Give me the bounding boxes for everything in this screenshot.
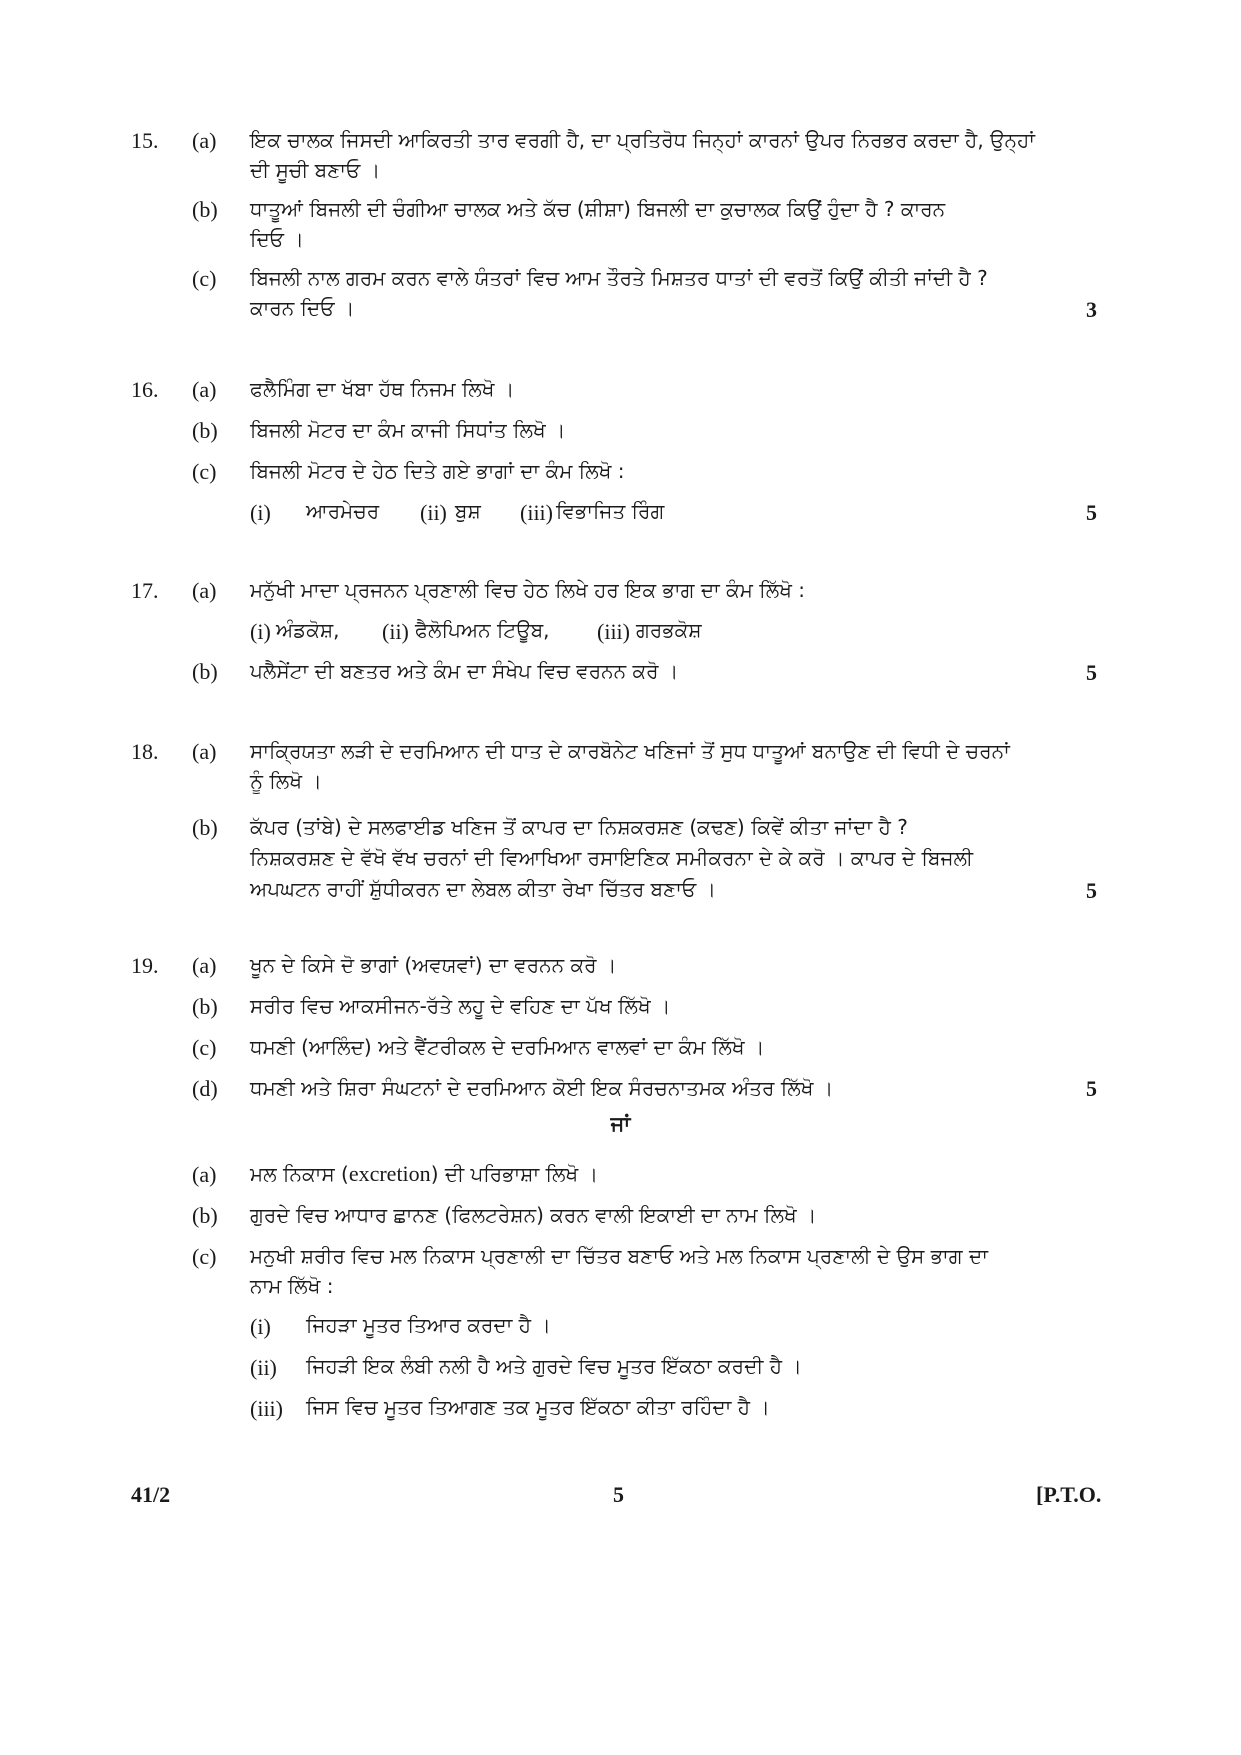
part-label: (a) [192, 739, 217, 764]
question-text: ਬਿਜਲੀ ਮੋਟਰ ਦੇ ਹੇਠ ਦਿਤੇ ਗਏ ਭਾਗਾਂ ਦਾ ਕੰਮ ਲਿਖੋ : [250, 459, 625, 483]
part-label: (b) [192, 197, 218, 222]
marks: 5 [1086, 1076, 1097, 1101]
question-text: ਬਿਜਲੀ ਮੋਟਰ ਦਾ ਕੰਮ ਕਾਜੀ ਸਿਧਾਂਤ ਲਿਖੋ । [250, 418, 566, 442]
part-label: (b) [192, 815, 218, 840]
question-text: ਦਿਓ । [250, 227, 304, 251]
part-label: (b) [192, 994, 218, 1019]
question-text: ਨੂੰ ਲਿਖੋ । [250, 769, 322, 793]
question-number: 15. [131, 128, 159, 153]
sub-item-label: (iii) [520, 500, 553, 525]
question-text: ਕੱਪਰ (ਤਾਂਬੇ) ਦੇ ਸਲਫਾਈਡ ਖਣਿਜ ਤੋਂ ਕਾਪਰ ਦਾ ਨਿਸ਼ਕਰਸ਼ਣ (ਕਢਣ) ਕਿਵੇਂ ਕੀਤਾ ਜਾਂਦਾ ਹੈ ? [250, 815, 908, 839]
question-text: ਮਲ ਨਿਕਾਸ (excretion) ਦੀ ਪਰਿਭਾਸ਼ਾ ਲਿਖੋ । [250, 1161, 599, 1186]
question-number: 19. [131, 953, 159, 978]
question-text: ਪਲੈਸੇਂਟਾ ਦੀ ਬਣਤਰ ਅਤੇ ਕੰਮ ਦਾ ਸੰਖੇਪ ਵਿਚ ਵਰਨਨ ਕਰੋ । [250, 659, 679, 683]
sub-item-text: ਆਰਮੇਚਰ [306, 499, 380, 523]
question-text: ਸਰੀਰ ਵਿਚ ਆਕਸੀਜਨ-ਰੱਤੇ ਲਹੂ ਦੇ ਵਹਿਣ ਦਾ ਪੱਖ ਲਿੱਖੋ । [250, 994, 671, 1018]
question-text: ਬਿਜਲੀ ਨਾਲ ਗਰਮ ਕਰਨ ਵਾਲੇ ਯੰਤਰਾਂ ਵਿਚ ਆਮ ਤੌਰਤੇ ਮਿਸ਼ਤਰ ਧਾਤਾਂ ਦੀ ਵਰਤੋਂ ਕਿਉਂ ਕੀਤੀ ਜਾਂਦੀ ਹੈ ? [250, 266, 988, 290]
question-text: ਧਮਣੀ (ਆਲਿੰਦ) ਅਤੇ ਵੈਂਟਰੀਕਲ ਦੇ ਦਰਮਿਆਨ ਵਾਲਵਾਂ ਦਾ ਕੰਮ ਲਿੱਖੋ । [250, 1035, 765, 1059]
please-turn-over: [P.T.O. [1036, 1482, 1102, 1507]
marks: 5 [1086, 660, 1097, 685]
sub-item-label: (ii) [382, 619, 409, 644]
sub-item-text: ਫੈਲੋਪਿਅਨ ਟਿਊਬ, [415, 618, 550, 642]
question-number: 16. [131, 377, 159, 402]
marks: 5 [1086, 878, 1097, 903]
question-text: ਅਪਘਟਨ ਰਾਹੀਂ ਸ਼ੁੱਧੀਕਰਨ ਦਾ ਲੇਬਲ ਕੀਤਾ ਰੇਖਾ ਚਿੱਤਰ ਬਣਾਓ । [250, 877, 717, 901]
sub-item-label: (ii) [420, 500, 447, 525]
sub-item-text: ਵਿਭਾਜਿਤ ਰਿੰਗ [556, 499, 665, 523]
question-text: ਮਨੁੱਖੀ ਮਾਦਾ ਪ੍ਰਜਨਨ ਪ੍ਰਣਾਲੀ ਵਿਚ ਹੇਠ ਲਿਖੇ ਹਰ ਇਕ ਭਾਗ ਦਾ ਕੰਮ ਲਿੱਖੋ : [250, 578, 806, 602]
question-text: ਖੂਨ ਦੇ ਕਿਸੇ ਦੋ ਭਾਗਾਂ (ਅਵਯਵਾਂ) ਦਾ ਵਰਨਨ ਕਰੋ । [250, 953, 617, 977]
sub-item-label: (ii) [250, 1355, 277, 1380]
question-text: ਨਿਸ਼ਕਰਸ਼ਣ ਦੇ ਵੱਖੋ ਵੱਖ ਚਰਨਾਂ ਦੀ ਵਿਆਖਿਆ ਰਸਾਇਣਿਕ ਸਮੀਕਰਨਾ ਦੇ ਕੇ ਕਰੋ । ਕਾਪਰ ਦੇ ਬਿਜਲੀ [250, 846, 974, 870]
sub-item-text: ਜਿਹੜੀ ਇਕ ਲੰਬੀ ਨਲੀ ਹੈ ਅਤੇ ਗੁਰਦੇ ਵਿਚ ਮੂਤਰ ਇੱਕਠਾ ਕਰਦੀ ਹੈ । [306, 1354, 802, 1378]
sub-item-text: ਗਰਭਕੋਸ਼ [636, 618, 702, 642]
question-number: 18. [131, 739, 159, 764]
part-label: (b) [192, 418, 218, 443]
part-label: (c) [192, 1244, 217, 1269]
part-label: (a) [192, 953, 217, 978]
part-label: (c) [192, 459, 217, 484]
question-text: ਦੀ ਸੂਚੀ ਬਣਾਓ । [250, 158, 381, 182]
part-label: (d) [192, 1076, 218, 1101]
question-text: ਕਾਰਨ ਦਿਓ । [250, 296, 355, 320]
sub-item-text: ਜਿਸ ਵਿਚ ਮੂਤਰ ਤਿਆਗਣ ਤਕ ਮੂਤਰ ਇੱਕਠਾ ਕੀਤਾ ਰਹਿੰਦਾ ਹੈ । [306, 1395, 770, 1419]
part-label: (c) [192, 266, 217, 291]
part-label: (b) [192, 1203, 218, 1228]
paper-code: 41/2 [131, 1482, 171, 1507]
sub-item-text: ਜਿਹੜਾ ਮੂਤਰ ਤਿਆਰ ਕਰਦਾ ਹੈ । [306, 1313, 551, 1337]
sub-item-label: (iii) [597, 619, 630, 644]
sub-item-label: (i) [250, 500, 271, 525]
part-label: (a) [192, 377, 217, 402]
question-number: 17. [131, 578, 159, 603]
question-text: ਧਾਤੂਆਂ ਬਿਜਲੀ ਦੀ ਚੰਗੀਆ ਚਾਲਕ ਅਤੇ ਕੱਚ (ਸ਼ੀਸ਼ਾ) ਬਿਜਲੀ ਦਾ ਕੁਚਾਲਕ ਕਿਉਂ ਹੁੰਦਾ ਹੈ ? ਕਾਰਨ [250, 197, 946, 221]
part-label: (c) [192, 1035, 217, 1060]
question-text: ਫਲੈਮਿੰਗ ਦਾ ਖੱਬਾ ਹੱਥ ਨਿਜਮ ਲਿਖੋ । [250, 377, 515, 401]
sub-item-text: ਬੁਸ਼ [455, 499, 481, 523]
part-label: (a) [192, 578, 217, 603]
sub-item-label: (iii) [250, 1396, 283, 1421]
or-separator: ਜਾਂ [610, 1112, 631, 1136]
question-text: ਮਨੁਖੀ ਸ਼ਰੀਰ ਵਿਚ ਮਲ ਨਿਕਾਸ ਪ੍ਰਣਾਲੀ ਦਾ ਚਿੱਤਰ ਬਣਾਓ ਅਤੇ ਮਲ ਨਿਕਾਸ ਪ੍ਰਣਾਲੀ ਦੇ ਉਸ ਭਾਗ ਦਾ [250, 1244, 988, 1268]
question-text: ਇਕ ਚਾਲਕ ਜਿਸਦੀ ਆਕਿਰਤੀ ਤਾਰ ਵਰਗੀ ਹੈ, ਦਾ ਪ੍ਰਤਿਰੋਧ ਜਿਨ੍ਹਾਂ ਕਾਰਨਾਂ ਉਪਰ ਨਿਰਭਰ ਕਰਦਾ ਹੈ, ਉਨ੍ਹਾਂ [250, 128, 1035, 152]
question-text: ਗੁਰਦੇ ਵਿਚ ਆਧਾਰ ਛਾਨਣ (ਫਿਲਟਰੇਸ਼ਨ) ਕਰਨ ਵਾਲੀ ਇਕਾਈ ਦਾ ਨਾਮ ਲਿਖੋ । [250, 1203, 817, 1227]
part-label: (a) [192, 128, 217, 153]
question-text: ਸਾਕ੍ਰਿਯਤਾ ਲੜੀ ਦੇ ਦਰਮਿਆਨ ਦੀ ਧਾਤ ਦੇ ਕਾਰਬੋਨੇਟ ਖਣਿਜਾਂ ਤੋਂ ਸੁਧ ਧਾਤੂਆਂ ਬਨਾਉਣ ਦੀ ਵਿਧੀ ਦੇ ਚਰਨਾਂ [250, 739, 1010, 763]
question-text: ਨਾਮ ਲਿੱਖੋ : [250, 1274, 334, 1298]
sub-item-text: ਅੰਡਕੋਸ਼, [276, 618, 340, 642]
sub-item-label: (i) [250, 1314, 271, 1339]
sub-item-label: (i) [250, 619, 271, 644]
part-label: (b) [192, 659, 218, 684]
page-number: 5 [613, 1482, 624, 1507]
question-text: ਧਮਣੀ ਅਤੇ ਸ਼ਿਰਾ ਸੰਘਟਨਾਂ ਦੇ ਦਰਮਿਆਨ ਕੋਈ ਇਕ ਸੰਰਚਨਾਤਮਕ ਅੰਤਰ ਲਿੱਖੋ । [250, 1076, 834, 1100]
marks: 5 [1086, 500, 1097, 525]
part-label: (a) [192, 1162, 217, 1187]
marks: 3 [1086, 297, 1097, 322]
